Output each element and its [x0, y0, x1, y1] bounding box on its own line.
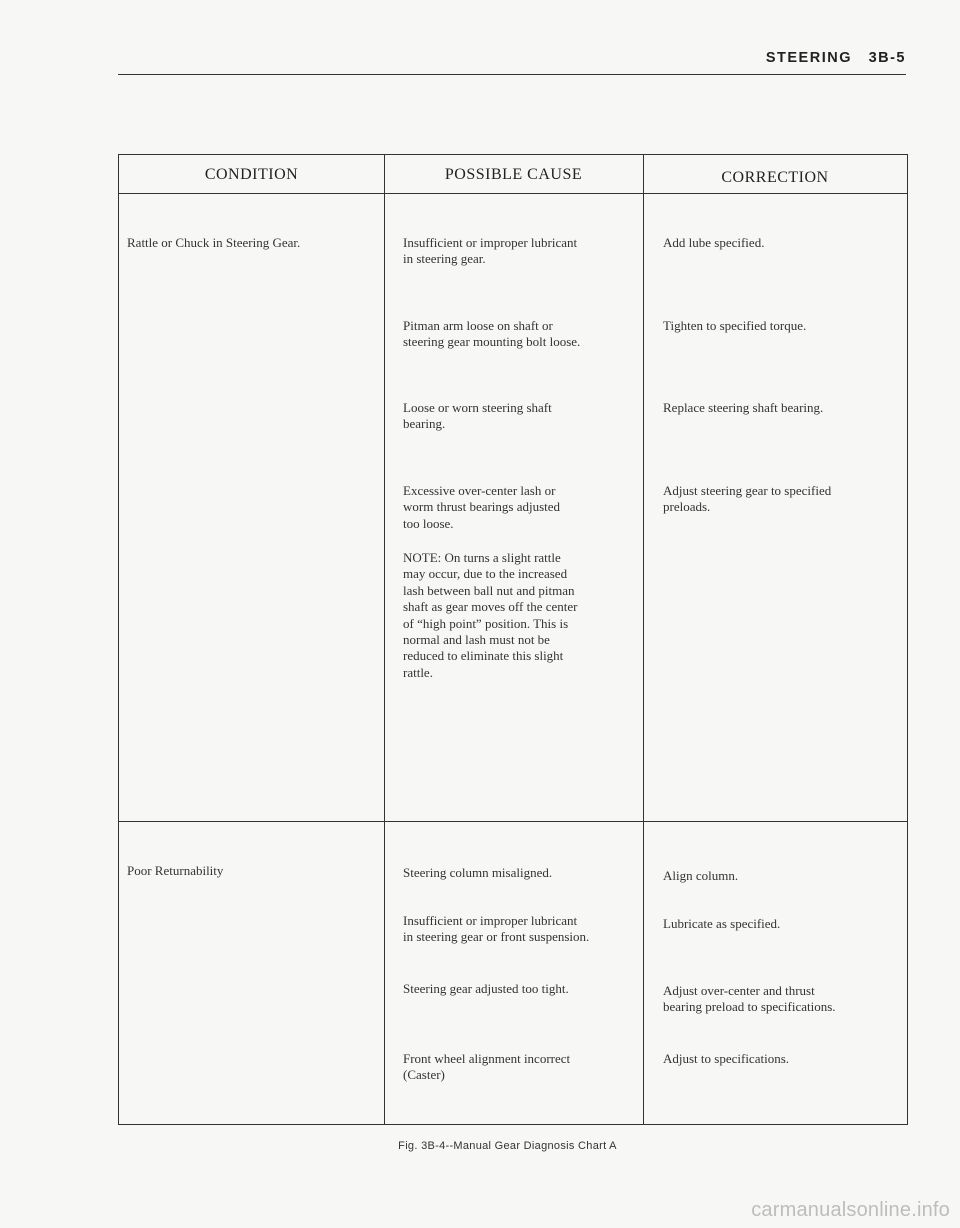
diagnosis-chart — [118, 154, 908, 1125]
correction-item: Tighten to specified torque. — [663, 318, 807, 333]
cause-item: Pitman arm loose on shaft or steering gear mounting bolt loose. — [403, 318, 581, 350]
watermark: carmanualsonline.info — [751, 1199, 950, 1221]
condition-rattle: Rattle or Chuck in Steering Gear. — [127, 235, 301, 250]
cause-item: Steering gear adjusted too tight. — [403, 981, 569, 996]
cause-item: Loose or worn steering shaft bearing. — [403, 400, 552, 432]
column-divider-2 — [643, 155, 644, 1124]
cause-item: Excessive over-center lash or worm thrust bearings adjusted too loose. — [403, 483, 561, 531]
cause-note: NOTE: On turns a slight rattle may occur, due to the increased lash between ball nut and pitman shaft as gear moves off the center of “high point” position. This is normal and lash must not be reduced to eliminate this slight rattle. — [403, 550, 578, 680]
correction-item: Adjust steering gear to specified preloads. — [663, 483, 832, 515]
correction-item: Lubricate as specified. — [663, 916, 781, 931]
section-divider — [119, 821, 907, 822]
correction-item: Align column. — [663, 868, 739, 883]
page-title: STEERING 3B-5 — [765, 50, 906, 66]
figure-caption: Fig. 3B-4--Manual Gear Diagnosis Chart A — [398, 1140, 617, 1152]
column-header-condition: CONDITION — [204, 166, 299, 183]
column-divider-1 — [384, 155, 385, 1124]
correction-item: Adjust over-center and thrust bearing preload to specifications. — [663, 983, 836, 1015]
correction-item: Add lube specified. — [663, 235, 765, 250]
page-header — [118, 50, 906, 75]
cause-item: Insufficient or improper lubricant in steering gear. — [403, 235, 578, 267]
condition-poor-returnability: Poor Returnability — [127, 863, 224, 878]
column-header-possible-cause: POSSIBLE CAUSE — [444, 166, 583, 183]
correction-item: Adjust to specifications. — [663, 1051, 790, 1066]
cause-item: Front wheel alignment incorrect (Caster) — [403, 1051, 571, 1083]
column-header-correction: CORRECTION — [721, 169, 829, 186]
cause-item: Insufficient or improper lubricant in steering gear or front suspension. — [403, 913, 590, 945]
correction-item: Replace steering shaft bearing. — [663, 400, 824, 415]
cause-item: Steering column misaligned. — [403, 865, 553, 880]
